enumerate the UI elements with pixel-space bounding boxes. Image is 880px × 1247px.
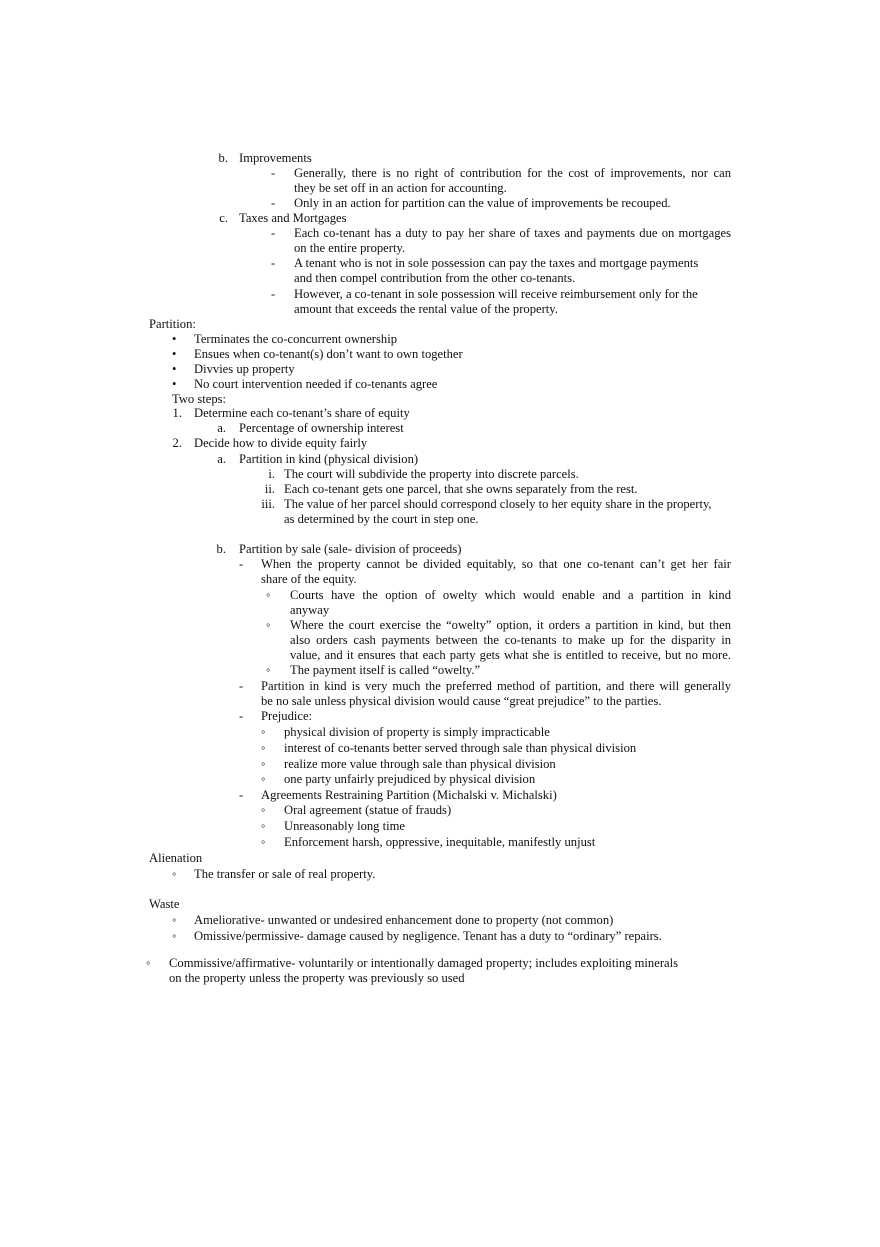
text-line: amount that exceeds the rental value of the property. xyxy=(294,302,558,316)
list-item: Omissive/permissive- damage caused by negligence. Tenant has a duty to “ordinary” repairs. xyxy=(194,929,662,943)
list-item: Ameliorative- unwanted or undesired enhancement done to property (not common) xyxy=(194,913,614,927)
text-line: value, and it ensures that each party gets what she is entitled to receive, but no more. xyxy=(290,648,731,662)
bullet-icon: • xyxy=(172,347,177,361)
in-kind-heading: Partition in kind (physical division) xyxy=(239,452,419,466)
dash-marker: - xyxy=(271,226,276,240)
list-marker: b. xyxy=(216,542,226,556)
dash-marker: - xyxy=(271,287,276,301)
text-line: anyway xyxy=(290,603,330,617)
bullet-icon: • xyxy=(172,377,177,391)
taxes-heading: Taxes and Mortgages xyxy=(239,211,347,225)
circle-bullet-icon: ◦ xyxy=(266,618,271,632)
text-line: Courts have the option of owelty which would enable and a partition in kind xyxy=(290,588,731,602)
list-marker: b. xyxy=(218,151,228,165)
circle-bullet-icon: ◦ xyxy=(172,929,177,943)
list-marker: a. xyxy=(217,421,226,435)
dash-marker: - xyxy=(239,709,244,723)
text-line: Each co-tenant gets one parcel, that she owns separately from the rest. xyxy=(284,482,638,496)
text-line: be no sale unless physical division would cause “great prejudice” to the parties. xyxy=(261,694,662,708)
step-text: Decide how to divide equity fairly xyxy=(194,436,368,450)
dash-marker: - xyxy=(239,557,244,571)
two-steps-label: Two steps: xyxy=(172,392,227,406)
list-item: physical division of property is simply impracticable xyxy=(284,725,550,739)
list-item: Enforcement harsh, oppressive, inequitable, manifestly unjust xyxy=(284,835,596,849)
list-item: realize more value through sale than physical division xyxy=(284,757,556,771)
circle-bullet-icon: ◦ xyxy=(266,588,271,602)
circle-bullet-icon: ◦ xyxy=(261,819,266,833)
improvements-heading: Improvements xyxy=(239,151,312,165)
list-item: Oral agreement (statue of frauds) xyxy=(284,803,452,817)
circle-bullet-icon: ◦ xyxy=(172,867,177,881)
circle-bullet-icon: ◦ xyxy=(261,725,266,739)
alienation-heading: Alienation xyxy=(149,851,203,865)
text-line: The value of her parcel should correspond closely to her equity share in the property, xyxy=(284,497,712,511)
text-line: Where the court exercise the “owelty” option, it orders a partition in kind, but then xyxy=(290,618,731,632)
circle-bullet-icon: ◦ xyxy=(172,913,177,927)
list-marker: ii. xyxy=(264,482,275,496)
text-line: However, a co-tenant in sole possession will receive reimbursement only for the xyxy=(294,287,698,301)
list-item: The transfer or sale of real property. xyxy=(194,867,376,881)
list-marker: iii. xyxy=(261,497,275,511)
text-line: A tenant who is not in sole possession can pay the taxes and mortgage payments xyxy=(294,256,699,270)
circle-bullet-icon: ◦ xyxy=(146,956,151,970)
text-line: they be set off in an action for accounting. xyxy=(294,181,507,195)
text-line: share of the equity. xyxy=(261,572,357,586)
partition-heading: Partition: xyxy=(149,317,196,331)
list-marker: 2. xyxy=(172,436,182,450)
text-line: Each co-tenant has a duty to pay her share of taxes and payments due on mortgages xyxy=(294,226,731,240)
dash-marker: - xyxy=(271,196,276,210)
circle-bullet-icon: ◦ xyxy=(266,663,271,677)
list-item: interest of co-tenants better served through sale than physical division xyxy=(284,741,637,755)
text-line: Generally, there is no right of contribution for the cost of improvements, nor can xyxy=(294,166,731,180)
circle-bullet-icon: ◦ xyxy=(261,757,266,771)
list-item: No court intervention needed if co-tenants agree xyxy=(194,377,438,391)
list-item: Ensues when co-tenant(s) don’t want to own together xyxy=(194,347,463,361)
list-item: Commissive/affirmative- voluntarily or intentionally damaged property; includes exploiting minerals xyxy=(169,956,679,970)
prejudice-heading: Prejudice: xyxy=(261,709,313,723)
by-sale-heading: Partition by sale (sale- division of proceeds) xyxy=(239,542,462,556)
text-line: as determined by the court in step one. xyxy=(284,512,479,526)
bullet-icon: • xyxy=(172,362,177,376)
text-line: Only in an action for partition can the value of improvements be recouped. xyxy=(294,196,671,210)
circle-bullet-icon: ◦ xyxy=(261,772,266,786)
text-line: The court will subdivide the property into discrete parcels. xyxy=(284,467,579,481)
dash-marker: - xyxy=(239,788,244,802)
text-line: on the property unless the property was previously so used xyxy=(169,971,465,985)
list-marker: i. xyxy=(268,467,275,481)
list-item: Unreasonably long time xyxy=(284,819,406,833)
dash-marker: - xyxy=(239,679,244,693)
waste-heading: Waste xyxy=(149,897,180,911)
bullet-icon: • xyxy=(172,332,177,346)
step-text: Determine each co-tenant’s share of equity xyxy=(194,406,410,420)
list-marker: c. xyxy=(219,211,228,225)
list-marker: a. xyxy=(217,452,226,466)
circle-bullet-icon: ◦ xyxy=(261,835,266,849)
step-text: Percentage of ownership interest xyxy=(239,421,404,435)
dash-marker: - xyxy=(271,256,276,270)
list-item: Terminates the co-concurrent ownership xyxy=(194,332,397,346)
dash-marker: - xyxy=(271,166,276,180)
text-line: When the property cannot be divided equitably, so that one co-tenant can’t get her fair xyxy=(261,557,731,571)
text-line: also orders cash payments between the co-tenants to make up for the disparity in xyxy=(290,633,731,647)
text-line: and then compel contribution from the other co-tenants. xyxy=(294,271,576,285)
list-item: Divvies up property xyxy=(194,362,295,376)
list-marker: 1. xyxy=(172,406,182,420)
text-line: on the entire property. xyxy=(294,241,406,255)
agreements-heading: Agreements Restraining Partition (Michalski v. Michalski) xyxy=(261,788,557,802)
text-line: Partition in kind is very much the preferred method of partition, and there will generally xyxy=(261,679,731,693)
text-line: The payment itself is called “owelty.” xyxy=(290,663,481,677)
circle-bullet-icon: ◦ xyxy=(261,803,266,817)
circle-bullet-icon: ◦ xyxy=(261,741,266,755)
list-item: one party unfairly prejudiced by physical division xyxy=(284,772,536,786)
